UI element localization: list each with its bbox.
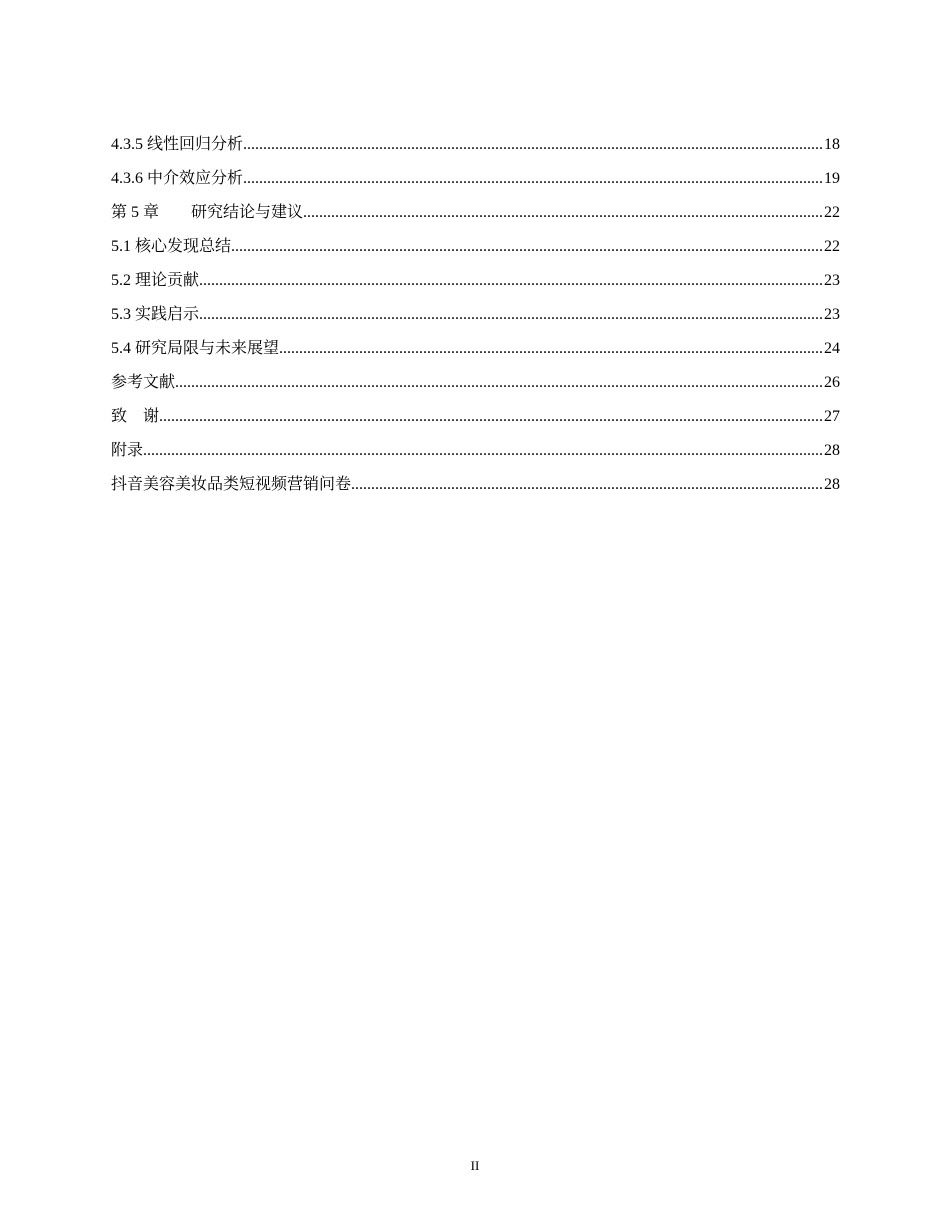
- toc-entry-page: 26: [824, 374, 840, 391]
- toc-entry-label: 附录: [111, 442, 144, 459]
- toc-entry-page: 23: [824, 272, 840, 289]
- toc-leader-dots: [279, 336, 823, 362]
- toc-entry[interactable]: [111, 200, 840, 234]
- toc-entry[interactable]: [111, 166, 840, 200]
- toc-entry[interactable]: [111, 268, 840, 302]
- toc-entry-page: 22: [824, 238, 840, 255]
- toc-entry[interactable]: [111, 302, 840, 336]
- toc-entry-page: 18: [824, 136, 840, 153]
- toc-leader-dots: [199, 268, 823, 294]
- toc-leader-dots: [351, 472, 823, 498]
- toc-entry-label: 抖音美容美妆品类短视频营销问卷: [111, 476, 352, 493]
- toc-entry[interactable]: [111, 472, 840, 506]
- toc-leader-dots: [159, 404, 823, 430]
- toc-entry-label: 致 谢: [111, 408, 160, 425]
- page-number: II: [470, 1158, 480, 1173]
- toc-leader-dots: [243, 166, 823, 192]
- toc-leader-dots: [303, 200, 823, 226]
- table-of-contents: [111, 132, 840, 506]
- toc-entry[interactable]: [111, 336, 840, 370]
- toc-leader-dots: [243, 132, 823, 158]
- toc-entry[interactable]: [111, 438, 840, 472]
- toc-entry-label: 第 5 章 研究结论与建议: [111, 204, 304, 221]
- toc-leader-dots: [143, 438, 823, 464]
- toc-entry-label: 5.4 研究局限与未来展望: [111, 340, 280, 357]
- toc-entry-label: 5.1 核心发现总结: [111, 238, 232, 255]
- toc-entry[interactable]: [111, 234, 840, 268]
- toc-entry-page: 28: [824, 476, 840, 493]
- toc-entry-page: 22: [824, 204, 840, 221]
- toc-leader-dots: [231, 234, 823, 260]
- toc-entry[interactable]: [111, 370, 840, 404]
- toc-entry[interactable]: [111, 132, 840, 166]
- toc-leader-dots: [175, 370, 823, 396]
- toc-entry-label: 4.3.5 线性回归分析: [111, 136, 244, 153]
- toc-entry-label: 5.2 理论贡献: [111, 272, 200, 289]
- toc-entry-label: 5.3 实践启示: [111, 306, 200, 323]
- toc-entry-page: 23: [824, 306, 840, 323]
- toc-entry[interactable]: [111, 404, 840, 438]
- toc-entry-page: 28: [824, 442, 840, 459]
- toc-entry-page: 19: [824, 170, 840, 187]
- toc-entry-label: 参考文献: [111, 374, 176, 391]
- toc-leader-dots: [199, 302, 823, 328]
- toc-entry-label: 4.3.6 中介效应分析: [111, 170, 244, 187]
- toc-entry-page: 27: [824, 408, 840, 425]
- toc-entry-page: 24: [824, 340, 840, 357]
